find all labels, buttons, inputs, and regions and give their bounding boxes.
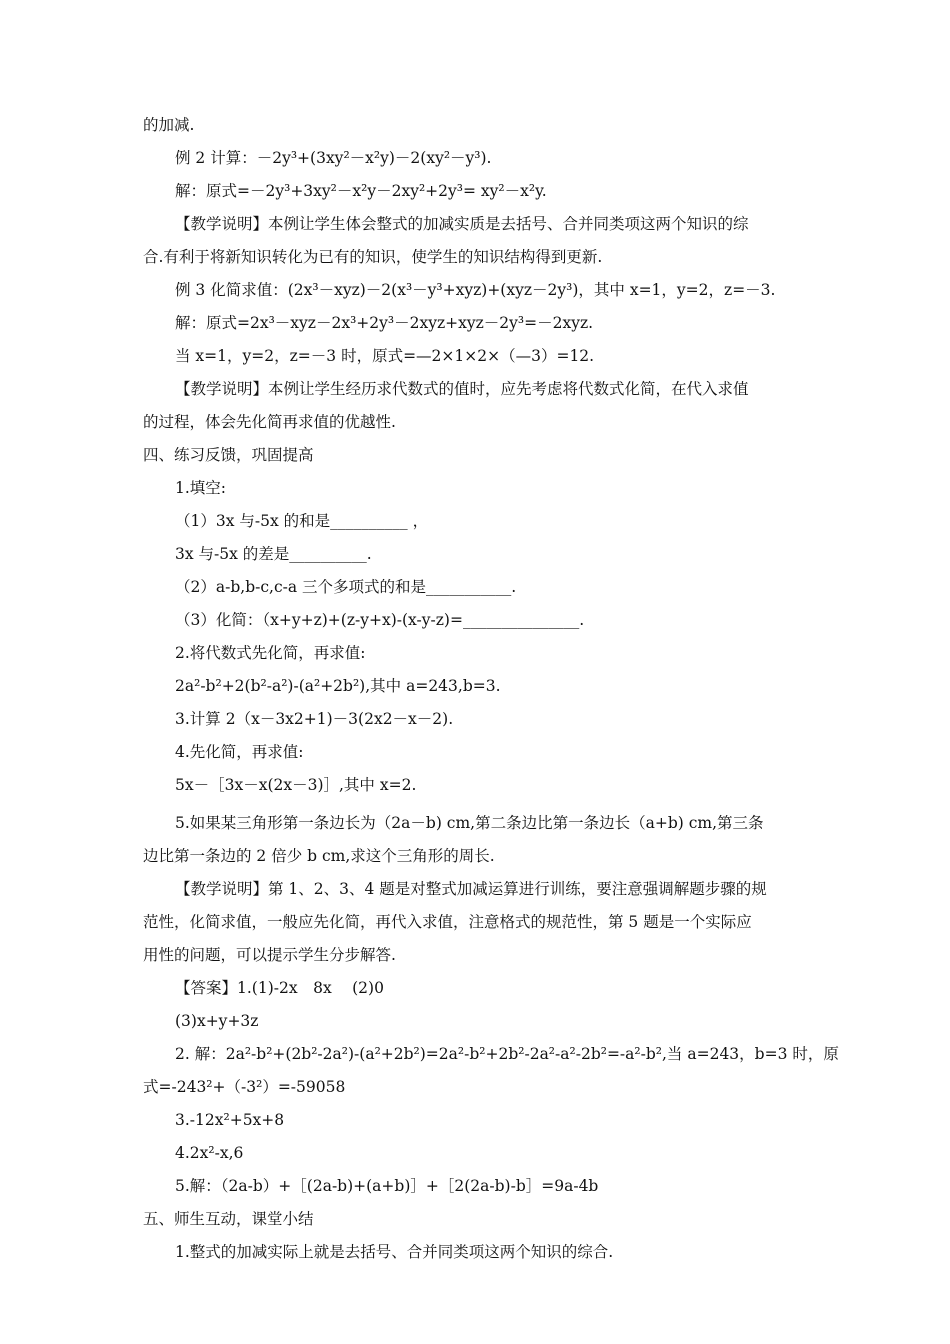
text-line: 范性，化简求值，一般应先化简，再代入求值，注意格式的规范性，第 5 题是一个实际应 (143, 913, 752, 931)
example-2-solution: 解：原式=－2y³+3xy²－x²y－2xy²+2y³= xy²－x²y. (175, 182, 547, 200)
answer-2: 2. 解：2a²-b²+(2b²-2a²)-(a²+2b²)=2a²-b²+2b²-2a²-a²-2b²=-a²-b²,当 a=243，b=3 时，原 (175, 1045, 839, 1063)
text-line: 合.有利于将新知识转化为已有的知识，使学生的知识结构得到更新. (143, 248, 603, 266)
section-heading: 四、练习反馈，巩固提高 (143, 446, 314, 464)
teaching-note: 【教学说明】本例让学生经历求代数式的值时，应先考虑将代数式化简，在代入求值 (175, 380, 749, 398)
answer-5: 5.解：（2a-b）+［(2a-b)+(a+b)］+［2(2a-b)-b］=9a-4b (175, 1177, 599, 1195)
example-2-problem: 例 2 计算：－2y³+(3xy²－x²y)－2(xy²－y³). (175, 149, 492, 167)
text-line: 用性的问题，可以提示学生分步解答. (143, 946, 396, 964)
teaching-note: 【教学说明】本例让学生体会整式的加减实质是去括号、合并同类项这两个知识的综 (175, 215, 749, 233)
text-line: 式=-243²+（-3²）=-59058 (143, 1078, 346, 1096)
answer-4: 4.2x²-x,6 (175, 1144, 244, 1162)
exercise-5: 5.如果某三角形第一条边长为（2a－b) cm,第二条边比第一条边长（a+b) cm,第三条 (175, 814, 764, 832)
exercise-2-title: 2.将代数式先化简，再求值: (175, 644, 366, 662)
teaching-note: 【教学说明】第 1、2、3、4 题是对整式加减运算进行训练，要注意强调解题步骤的规 (175, 880, 767, 898)
summary-1: 1.整式的加减实际上就是去括号、合并同类项这两个知识的综合. (175, 1243, 614, 1261)
text-line: 边比第一条边的 2 倍少 b cm,求这个三角形的周长. (143, 847, 495, 865)
exercise-1-3: （3）化简：（x+y+z)+(z-y+x)-(x-y-z)=_______________. (175, 611, 585, 629)
exercise-4-title: 4.先化简，再求值: (175, 743, 304, 761)
example-3-evaluation: 当 x=1，y=2，z=－3 时，原式=—2×1×2×（—3）=12. (175, 347, 595, 365)
section-heading: 五、师生互动，课堂小结 (143, 1210, 314, 1228)
exercise-1-title: 1.填空: (175, 479, 227, 497)
exercise-1-1-b: 3x 与-5x 的差是__________. (175, 545, 372, 563)
exercise-3: 3.计算 2（x－3x2+1)－3(2x2－x－2). (175, 710, 454, 728)
answer-3: 3.-12x²+5x+8 (175, 1111, 285, 1129)
answer-1: 【答案】1.(1)-2x 8x (2)0 (175, 979, 384, 997)
example-3-problem: 例 3 化简求值：(2x³－xyz)－2(x³－y³+xyz)+(xyz－2y³)，其中 x=1，y=2，z=－3. (175, 281, 776, 299)
answer-1-3: (3)x+y+3z (175, 1012, 259, 1030)
example-3-solution: 解：原式=2x³－xyz－2x³+2y³－2xyz+xyz－2y³=－2xyz. (175, 314, 594, 332)
exercise-1-2: （2）a-b,b-c,c-a 三个多项式的和是___________. (175, 578, 517, 596)
exercise-2-expression: 2a²-b²+2(b²-a²)-(a²+2b²),其中 a=243,b=3. (175, 677, 501, 695)
text-line: 的加减. (143, 116, 195, 134)
exercise-1-1: （1）3x 与-5x 的和是__________ ， (175, 512, 429, 530)
text-line: 的过程，体会先化简再求值的优越性. (143, 413, 396, 431)
exercise-4-expression: 5x－［3x－x(2x－3)］,其中 x=2. (175, 776, 417, 794)
